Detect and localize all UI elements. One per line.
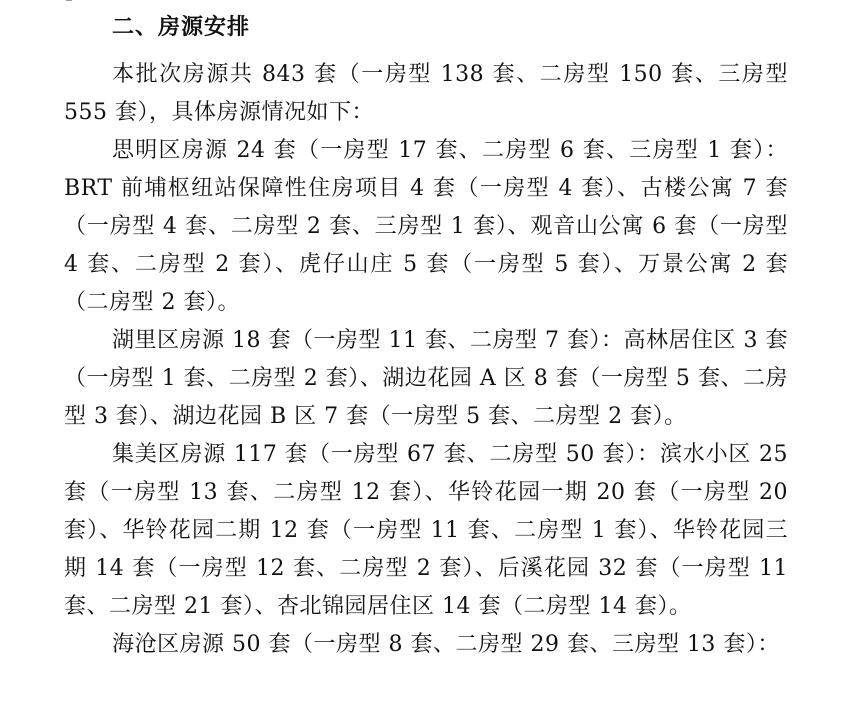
paragraph-jimei: 集美区房源 117 套（一房型 67 套、二房型 50 套）：滨水小区 25 套（一房型 13 套、二房型 12 套）、华铃花园一期 20 套（一房型 20 套）、华铃花园二期 12 套（一房型 11 套、二房型 1 套）、华铃花园三期 14 套（一房型 12 套、二房型 2 套）、后溪花园 32 套（一房型 11 套、二房型 21 套）、杏北锦园居住区 14 套（二房型 14 套）。	[64, 442, 788, 619]
paragraph-siming: 思明区房源 24 套（一房型 17 套、二房型 6 套、三房型 1 套）：BRT 前埔枢纽站保障性住房项目 4 套（一房型 4 套）、古楼公寓 7 套（一房型 4 套、二房型 2 套、三房型 1 套）、观音山公寓 6 套（一房型 4 套、二房型 2 套）、虎仔山庄 5 套（一房型 5 套）、万景公寓 2 套（二房型 2 套）。	[64, 138, 788, 315]
top-edge-mark	[66, 0, 72, 4]
paragraph-haicang: 海沧区房源 50 套（一房型 8 套、二房型 29 套、三房型 13 套）：	[112, 632, 780, 657]
paragraph-huli: 湖里区房源 18 套（一房型 11 套、二房型 7 套）：高林居住区 3 套（一房型 1 套、二房型 2 套）、湖边花园 A 区 8 套（一房型 5 套、二房型 3 套）、湖边花园 B 区 7 套（一房型 5 套、二房型 2 套）。	[64, 328, 788, 429]
paragraph-summary: 本批次房源共 843 套（一房型 138 套、二房型 150 套、三房型 555 套），具体房源情况如下：	[64, 62, 788, 125]
document-page	[64, 14, 788, 664]
section-heading: 二、房源安排	[112, 15, 251, 40]
